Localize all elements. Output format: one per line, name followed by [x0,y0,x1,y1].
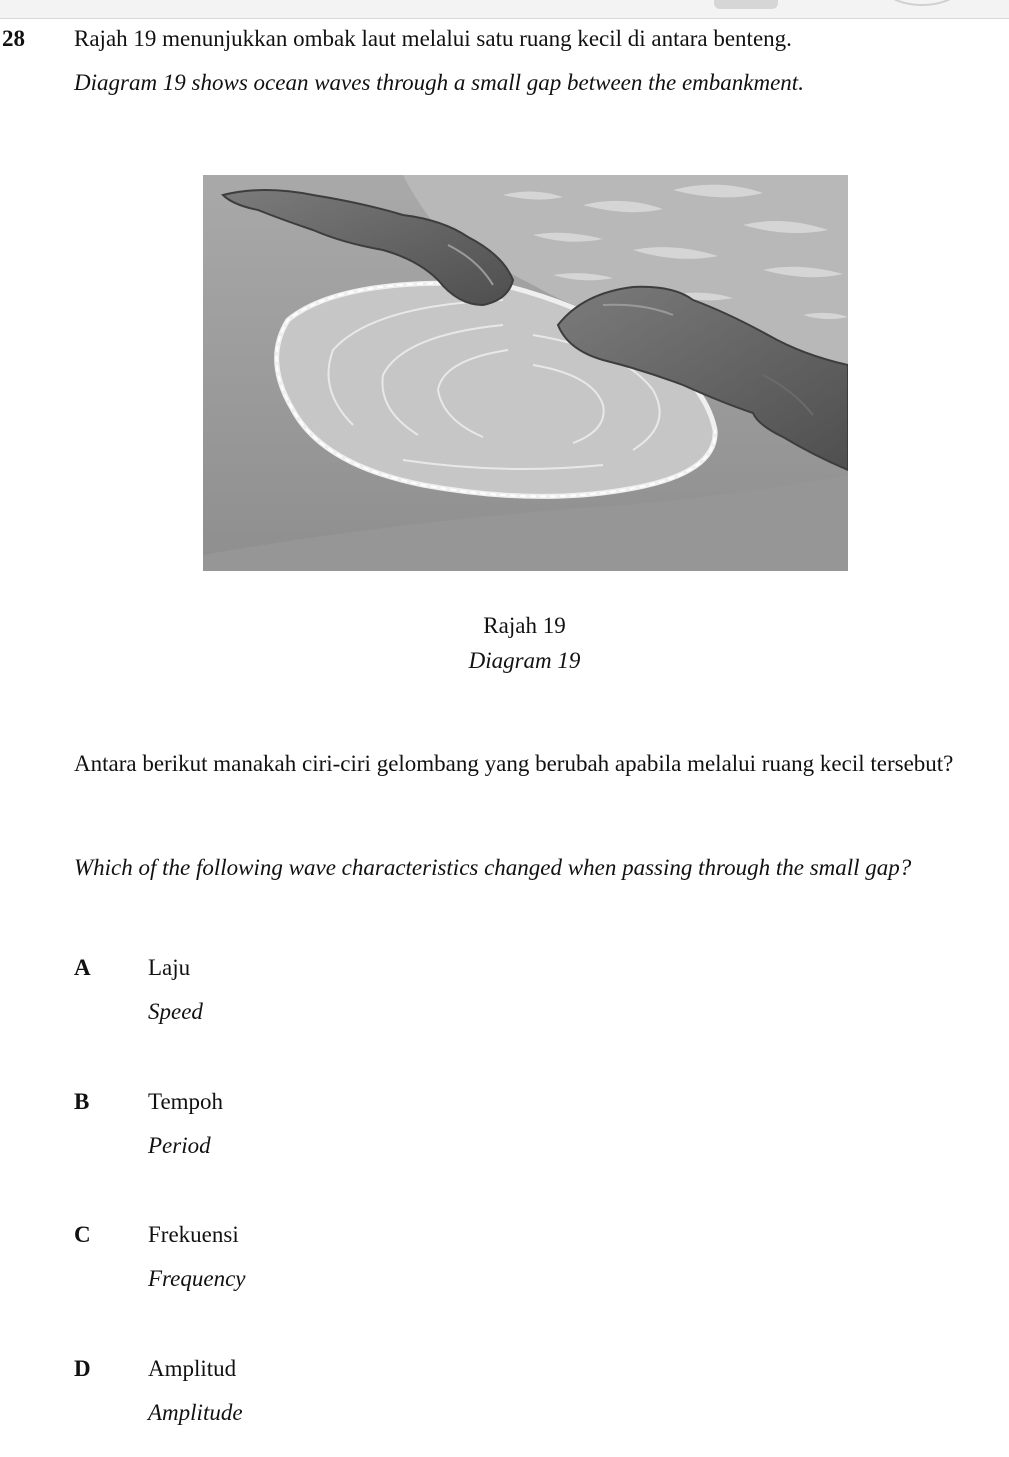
option-text-malay: Tempoh [148,1089,224,1114]
option-letter: B [74,1089,90,1114]
option-text-malay: Laju [148,955,191,980]
option-letter: A [74,955,91,980]
figure-caption-english: Diagram 19 [468,648,581,673]
question-number: 28 [2,26,25,51]
option-letter: D [74,1356,91,1381]
option-text-english: Frequency [148,1266,246,1291]
option-text-malay: Amplitud [148,1356,237,1381]
question-stem-malay: Rajah 19 menunjukkan ombak laut melalui satu ruang kecil di antara benteng. [74,26,792,51]
wave-diffraction-figure [203,175,848,571]
question-stem-english: Diagram 19 shows ocean waves through a small gap between the embankment. [74,70,804,95]
wave-diffraction-illustration [203,175,848,571]
browser-top-bar [0,0,1009,19]
prompt-malay: Antara berikut manakah ciri-ciri gelombang yang berubah apabila melalui ruang kecil tersebut? [74,751,954,776]
option-text-malay: Frekuensi [148,1222,239,1247]
option-text-english: Amplitude [148,1400,243,1425]
prompt-english: Which of the following wave characteristics changed when passing through the small gap? [74,855,912,880]
figure-caption-malay: Rajah 19 [483,613,566,638]
tab-handle[interactable] [714,0,778,9]
option-text-english: Period [148,1133,211,1158]
option-letter: C [74,1222,91,1247]
option-text-english: Speed [148,999,203,1024]
profile-circle-icon [880,0,964,6]
